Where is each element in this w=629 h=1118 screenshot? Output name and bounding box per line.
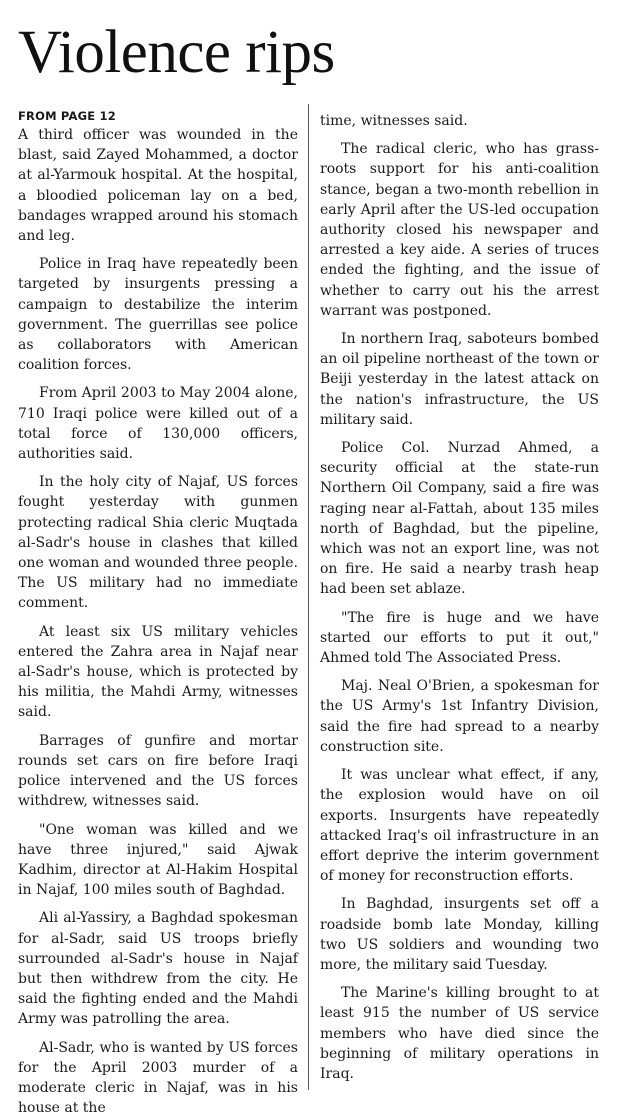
paragraph: Maj. Neal O'Brien, a spokesman for the US Army's 1st Infantry Division, said the fire had spread to a nearby construction site. — [320, 678, 599, 755]
jump-line: FROM PAGE 12 — [18, 109, 116, 123]
paragraph: From April 2003 to May 2004 alone, 710 Iraqi police were killed out of a total force of 130,000 officers, authorities said. — [18, 385, 298, 463]
paragraph: In northern Iraq, saboteurs bombed an oil pipeline northeast of the town or Beiji yesterday in the latest attack on the nation's infrastructure, the US military said. — [320, 331, 599, 428]
paragraph-continuation: time, witnesses said. — [320, 113, 468, 129]
paragraph: In Baghdad, insurgents set off a roadside bomb late Monday, killing two US soldiers and wounding two more, the military said Tuesday. — [320, 896, 599, 973]
paragraph: At least six US military vehicles entered the Zahra area in Najaf near al-Sadr's house, which is protected by his militia, the Mahdi Army, witnesses said. — [18, 623, 298, 721]
paragraph: Barrages of gunfire and mortar rounds set cars on fire before Iraqi police intervened and the US forces withdrew, witnesses said. — [18, 732, 298, 810]
paragraph: "One woman was killed and we have three injured," said Ajwak Kadhim, director at Al-Hakim Hospital in Najaf, 100 miles south of Baghdad. — [18, 821, 298, 899]
paragraph: The radical cleric, who has grass-roots support for his anti-coalition stance, began a two-month rebellion in early April after the US-led occupation authority closed his newspaper and arrested a key aide. A series of truces ended the fighting, and the issue of whether to carry out his the arrest warrant was postponed. — [320, 141, 599, 319]
paragraph: "The fire is huge and we have started our efforts to put it out," Ahmed told The Associated Press. — [320, 609, 599, 667]
paragraph: It was unclear what effect, if any, the explosion would have on oil exports. Insurgents have repeatedly attacked Iraq's oil infrastructure in an effort deprive the interim government of money for reconstruction efforts. — [320, 767, 599, 885]
paragraph: The Marine's killing brought to at least 915 the number of US service members who have died since the beginning of military operations in Iraq. — [320, 985, 599, 1082]
article-column-left — [18, 109, 298, 1117]
column-divider — [308, 104, 309, 1090]
paragraph: In the holy city of Najaf, US forces fought yesterday with gunmen protecting radical Shia cleric Muqtada al-Sadr's house in clashes that killed one woman and wounded three people. The US military had no immediate comment. — [18, 474, 298, 612]
paragraph: Al-Sadr, who is wanted by US forces for the April 2003 murder of a moderate cleric in Najaf, was in his house at the — [18, 1039, 298, 1117]
paragraph: A third officer was wounded in the blast, said Zayed Mohammed, a doctor at al-Yarmouk hospital. At the hospital, a bloodied policeman lay on a bed, bandages wrapped around his stomach and leg. — [18, 127, 298, 245]
paragraph: Police in Iraq have repeatedly been targeted by insurgents pressing a campaign to destabilize the interim government. The guerrillas see police as collaborators with American coalition forces. — [18, 256, 298, 374]
article-column-right — [320, 111, 599, 1096]
headline: Violence rips — [18, 19, 335, 86]
paragraph: Police Col. Nurzad Ahmed, a security official at the state-run Northern Oil Company, said a fire was raging near al-Fattah, about 135 miles north of Baghdad, but the pipeline, which was not an export line, was not on fire. He said a nearby trash heap had been set ablaze. — [320, 440, 599, 598]
paragraph: Ali al-Yassiry, a Baghdad spokesman for al-Sadr, said US troops briefly surrounded al-Sadr's house in Najaf but then withdrew from the city. He said the fighting ended and the Mahdi Army was patrolling the area. — [18, 910, 298, 1028]
